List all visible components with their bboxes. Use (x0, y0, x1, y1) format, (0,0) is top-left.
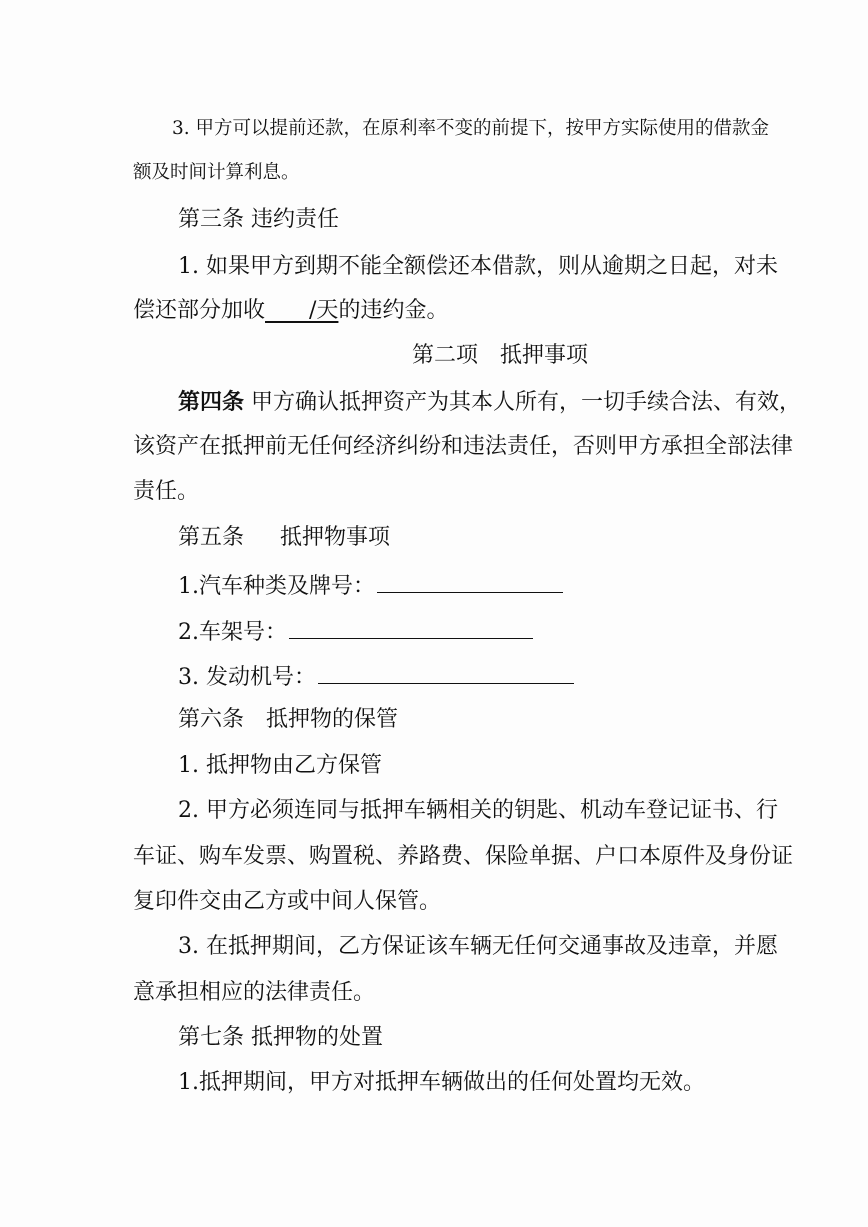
paragraph-line: 车证、购车发票、购置税、养路费、保险单据、户口本原件及身份证 (133, 844, 794, 869)
paragraph-line: 1. 抵押物由乙方保管 (178, 753, 382, 778)
text-fragment: 偿还部分加收 (133, 298, 266, 323)
article-6-heading (178, 706, 398, 734)
paragraph-line: 1. 如果甲方到期不能全额偿还本借款，则从逾期之日起，对未 (178, 254, 778, 279)
form-field-line (178, 616, 533, 647)
paragraph-line: 责任。 (133, 479, 200, 504)
article-title: 抵押物事项 (280, 525, 391, 550)
vehicle-type-plate-blank[interactable] (377, 570, 563, 593)
paragraph-line: 该资产在抵押前无任何经济纠纷和违法责任，否则甲方承担全部法律 (133, 434, 794, 459)
article-3-heading: 第三条 违约责任 (178, 207, 339, 232)
article-number: 第六条 (178, 707, 245, 732)
paragraph-line: 3. 甲方可以提前还款，在原利率不变的前提下，按甲方实际使用的借款金 (172, 118, 770, 139)
paragraph-line: 2. 甲方必须连同与抵押车辆相关的钥匙、机动车登记证书、行 (178, 798, 778, 823)
paragraph-line: 3. 在抵押期间，乙方保证该车辆无任何交通事故及违章，并愿 (178, 934, 778, 959)
paragraph-line: 1.抵押期间，甲方对抵押车辆做出的任何处置均无效。 (178, 1070, 705, 1095)
paragraph-line (133, 297, 448, 325)
form-field-line (178, 570, 563, 601)
section-number: 第二项 (412, 343, 479, 368)
paragraph-line: 意承担相应的法律责任。 (133, 980, 376, 1005)
paragraph-line: 额及时间计算利息。 (133, 162, 300, 183)
form-field-line (178, 661, 574, 692)
penalty-rate-blank: ____/天 (265, 298, 339, 323)
article-7-heading: 第七条 抵押物的处置 (178, 1025, 383, 1050)
text-fragment: 甲方确认抵押资产为其本人所有，一切手续合法、有效， (251, 390, 802, 415)
article-number: 第五条 (178, 525, 245, 550)
section-2-heading (412, 342, 588, 370)
field-label: 2.车架号： (178, 620, 287, 645)
paragraph-line: 复印件交由乙方或中间人保管。 (133, 889, 442, 914)
section-title: 抵押事项 (500, 343, 589, 368)
article-title: 抵押物的保管 (266, 707, 399, 732)
article-4-heading: 第四条 (178, 389, 245, 415)
field-label: 3. 发动机号： (178, 665, 316, 690)
vin-blank[interactable] (289, 616, 533, 639)
field-label: 1.汽车种类及牌号： (178, 574, 375, 599)
text-fragment: 的违约金。 (338, 298, 449, 323)
engine-number-blank[interactable] (318, 661, 574, 684)
paragraph-line (178, 388, 801, 417)
article-5-heading (178, 524, 390, 552)
